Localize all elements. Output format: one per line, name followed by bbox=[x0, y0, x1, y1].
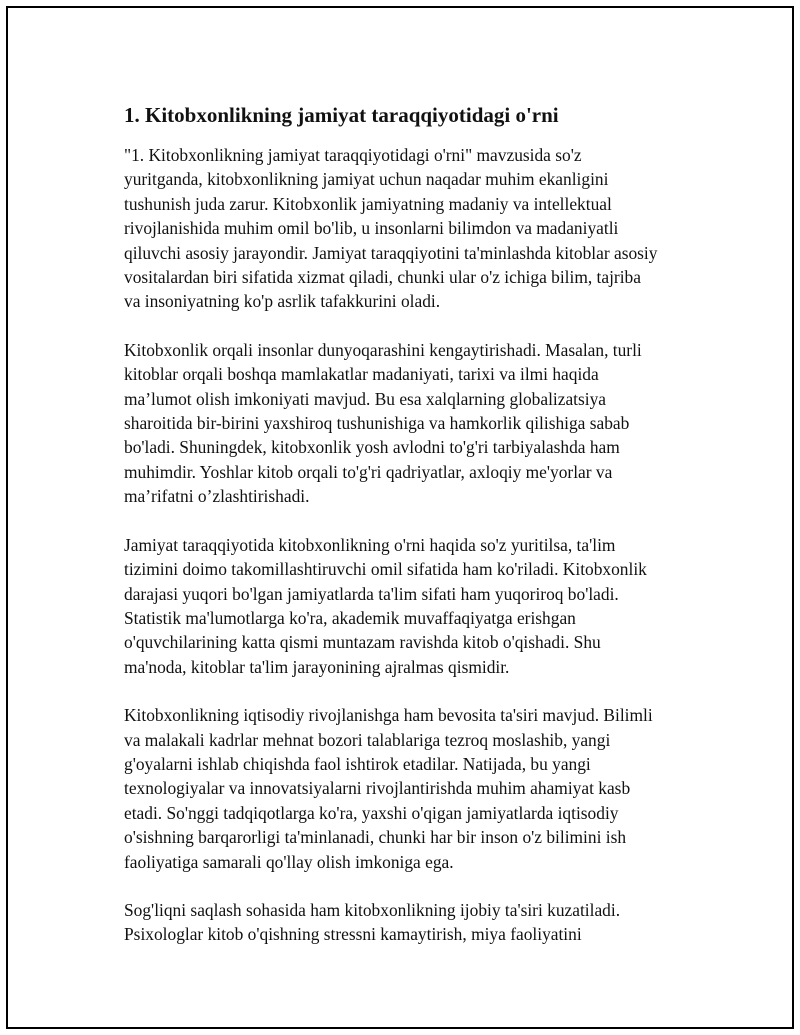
paragraph-5: Sog'liqni saqlash sohasida ham kitobxonlikning ijobiy ta'siri kuzatiladi. Psixologlar kitob o'qishning stressni kamaytirish, miya faoliyatini bbox=[124, 899, 621, 945]
paragraph-1: "1. Kitobxonlikning jamiyat taraqqiyotidagi o'rni" mavzusida so'z yuritganda, kitobxonlikning jamiyat uchun naqadar muhim ekanligini tushunish juda zarur. Kitobxonlik jamiyatning madaniy va intellektual rivojlanishida muhim omil bo'lib, u insonlarni bilimdon va madaniyatli qiluvchi asosiy jarayondir. Jamiyat taraqqiyotini ta'minlashda kitoblar asosiy vositalardan biri sifatida xizmat qiladi, chunki ular o'z ichiga bilim, tajriba va insoniyatning ko'p asrlik tafakkurini oladi. bbox=[124, 145, 658, 312]
paragraph-3: Jamiyat taraqqiyotida kitobxonlikning o'rni haqida so'z yuritilsa, ta'lim tizimini doimo takomillashtiruvchi omil sifatida ham ko'riladi. Kitobxonlik darajasi yuqori bo'lgan jamiyatlarda ta'lim sifati ham yuqoriroq bo'ladi. Statistik ma'lumotlarga ko'ra, akademik muvaffaqiyatga erishgan o'quvchilarining katta qismi muntazam ravishda kitob o'qishadi. Shu ma'noda, kitoblar ta'lim jarayonining ajralmas qismidir. bbox=[124, 534, 647, 677]
page-frame bbox=[6, 6, 794, 1029]
paragraph-2: Kitobxonlik orqali insonlar dunyoqarashini kengaytirishadi. Masalan, turli kitoblar orqali boshqa mamlakatlar madaniyati, tarixi va ilmi haqida ma’lumot olish imkoniyati mavjud. Bu esa xalqlarning globalizatsiya sharoitida bir-birini yaxshiroq tushunishiga va hamkorlik qilishiga sabab bo'ladi. Shuningdek, kitobxonlik yosh avlodni to'g'ri tarbiyalashda ham muhimdir. Yoshlar kitob orqali to'g'ri qadriyatlar, axloqiy me'yorlar va ma’rifatni o’zlashtirishadi. bbox=[124, 339, 642, 507]
document-title: 1. Kitobxonlikning jamiyat taraqqiyotidagi o'rni bbox=[124, 103, 559, 127]
document-body bbox=[124, 101, 704, 971]
paragraph-4: Kitobxonlikning iqtisodiy rivojlanishga ham bevosita ta'siri mavjud. Bilimli va malakali kadrlar mehnat bozori talablariga tezroq moslashib, yangi g'oyalarni ishlab chiqishda faol ishtirok etadilar. Natijada, bu yangi texnologiyalar va innovatsiyalarni rivojlantirishda muhim ahamiyat kasb etadi. So'nggi tadqiqotlarga ko'ra, yaxshi o'qigan jamiyatlarda iqtisodiy o'sishning barqarorligi ta'minlanadi, chunki har bir inson o'z bilimini ish faoliyatiga samarali qo'llay olish imkoniga ega. bbox=[124, 705, 653, 872]
